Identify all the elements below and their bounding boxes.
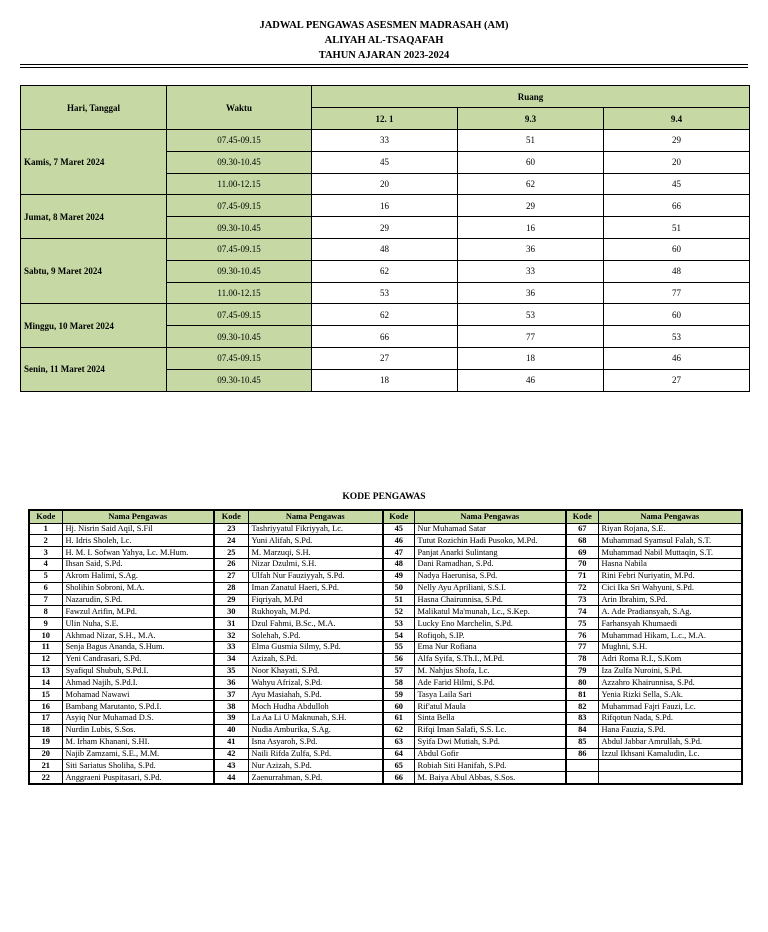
header-rule-bottom [20, 67, 748, 68]
kode-cell: 28 [214, 582, 248, 594]
nama-cell: Moch Hudha Abdulloh [248, 701, 383, 713]
time-cell: 07.45-09.15 [167, 347, 312, 369]
room-code-cell: 51 [458, 130, 604, 152]
nama-cell: Noor Khayati, S.Pd. [248, 665, 383, 677]
nama-cell: H. M. I. Sofwan Yahya, Lc. M.Hum. [62, 547, 214, 559]
school-name: ALIYAH AL-TSAQAFAH [324, 35, 444, 46]
kode-cell: 17 [29, 713, 62, 725]
kode-cell: 31 [214, 618, 248, 630]
room-code-cell: 60 [604, 304, 750, 326]
kode-cell: 66 [383, 772, 414, 784]
nama-cell: Rifqotun Nada, S.Pd. [598, 713, 742, 725]
kode-cell: 47 [383, 547, 414, 559]
room-header: 12. 1 [312, 108, 458, 130]
nama-cell: Alfa Syifa, S.Th.I., M.Pd. [414, 653, 566, 665]
time-cell: 11.00-12.15 [167, 282, 312, 304]
table-row [29, 689, 742, 701]
kode-cell: 41 [214, 736, 248, 748]
kode-cell: 32 [214, 630, 248, 642]
kode-cell: 36 [214, 677, 248, 689]
col-header-room: Ruang [312, 86, 750, 108]
nama-cell: Sholihin Sobroni, M.A. [62, 582, 214, 594]
nama-cell: Naili Rifda Zulfa, S.Pd. [248, 748, 383, 760]
nama-cell: Robiah Siti Hanifah, S.Pd. [414, 760, 566, 772]
col-header-nama: Nama Pengawas [598, 510, 742, 523]
room-code-cell: 62 [312, 260, 458, 282]
nama-cell: Muhammad Nabil Muttaqin, S.T. [598, 547, 742, 559]
room-code-cell: 77 [458, 326, 604, 348]
nama-cell: Cici Ika Sri Wahyuni, S.Pd. [598, 582, 742, 594]
nama-cell: Ema Nur Rofiana [414, 641, 566, 653]
kode-cell: 48 [383, 559, 414, 571]
kode-cell: 8 [29, 606, 62, 618]
kode-cell: 65 [383, 760, 414, 772]
kode-cell: 1 [29, 523, 62, 535]
kode-cell: 22 [29, 772, 62, 784]
room-header: 9.4 [604, 108, 750, 130]
nama-cell: Ayu Masiahah, S.Pd. [248, 689, 383, 701]
kode-cell: 30 [214, 606, 248, 618]
kode-cell: 75 [566, 618, 598, 630]
nama-cell: Nadya Haerunisa, S.Pd. [414, 570, 566, 582]
nama-cell: Abdul Jabbar Amrullah, S.Pd. [598, 736, 742, 748]
room-code-cell: 45 [312, 151, 458, 173]
nama-cell: Ade Farid Hilmi, S.Pd. [414, 677, 566, 689]
room-code-cell: 33 [312, 130, 458, 152]
nama-cell: Azizah, S.Pd. [248, 653, 383, 665]
kode-cell: 80 [566, 677, 598, 689]
room-code-cell: 36 [458, 238, 604, 260]
table-row [29, 713, 742, 725]
nama-cell: Riyan Rojana, S.E. [598, 523, 742, 535]
kode-cell: 39 [214, 713, 248, 725]
kode-cell: 73 [566, 594, 598, 606]
nama-cell: M. Marzuqi, S.H. [248, 547, 383, 559]
kode-cell: 10 [29, 630, 62, 642]
table-row [29, 630, 742, 642]
kode-cell: 79 [566, 665, 598, 677]
nama-cell: Yenia Rizki Sella, S.Ak. [598, 689, 742, 701]
nama-cell: Ihsan Said, S.Pd. [62, 559, 214, 571]
nama-cell: Tashriyyatul Fikriyyah, Lc. [248, 523, 383, 535]
schedule-row [21, 130, 750, 152]
kode-cell: 64 [383, 748, 414, 760]
time-cell: 07.45-09.15 [167, 304, 312, 326]
nama-cell: Izzul Ikhsani Kamaludin, Lc. [598, 748, 742, 760]
col-header-kode: Kode [214, 510, 248, 523]
nama-cell: Tutut Rozichin Hadi Pusoko, M.Pd. [414, 535, 566, 547]
room-code-cell: 53 [458, 304, 604, 326]
nama-cell: H. Idris Sholeh, Lc. [62, 535, 214, 547]
nama-cell: Nur Azizah, S.Pd. [248, 760, 383, 772]
nama-cell: Anggraeni Puspitasari, S.Pd. [62, 772, 214, 784]
room-code-cell: 51 [604, 217, 750, 239]
room-code-cell: 16 [312, 195, 458, 217]
nama-cell: Yuni Alifah, S.Pd. [248, 535, 383, 547]
nama-cell: Wahyu Afrizal, S.Pd. [248, 677, 383, 689]
nama-cell: Sinta Bella [414, 713, 566, 725]
table-row [29, 772, 742, 784]
nama-cell: Muhammad Syamsul Falah, S.T. [598, 535, 742, 547]
room-header: 9.3 [458, 108, 604, 130]
col-header-kode: Kode [29, 510, 62, 523]
kode-cell: 18 [29, 724, 62, 736]
room-code-cell: 48 [312, 238, 458, 260]
nama-cell: Asyiq Nur Muhamad D.S. [62, 713, 214, 725]
nama-cell: Iza Zulfa Nuroini, S.Pd. [598, 665, 742, 677]
nama-cell [598, 772, 742, 784]
kode-pengawas-body [29, 523, 742, 784]
schedule-table [20, 85, 750, 392]
kode-cell: 63 [383, 736, 414, 748]
room-code-cell: 27 [312, 347, 458, 369]
nama-cell [598, 760, 742, 772]
kode-cell: 15 [29, 689, 62, 701]
room-code-cell: 62 [458, 173, 604, 195]
kode-cell: 3 [29, 547, 62, 559]
table-row [29, 701, 742, 713]
nama-cell: Nur Muhamad Satar [414, 523, 566, 535]
kode-cell: 46 [383, 535, 414, 547]
nama-cell: Hj. Nisrin Said Aqil, S.Fil [62, 523, 214, 535]
kode-cell: 45 [383, 523, 414, 535]
room-code-cell: 29 [312, 217, 458, 239]
room-code-cell: 29 [458, 195, 604, 217]
nama-cell: Nelly Ayu Apriliani, S.S.I. [414, 582, 566, 594]
kode-cell: 78 [566, 653, 598, 665]
kode-cell: 71 [566, 570, 598, 582]
nama-cell: Mohamad Nawawi [62, 689, 214, 701]
room-code-cell: 77 [604, 282, 750, 304]
day-cell: Sabtu, 9 Maret 2024 [21, 238, 167, 303]
table-row [29, 582, 742, 594]
kode-cell: 25 [214, 547, 248, 559]
nama-cell: Najib Zamzami, S.E., M.M. [62, 748, 214, 760]
kode-cell: 61 [383, 713, 414, 725]
room-code-cell: 18 [458, 347, 604, 369]
kode-cell: 4 [29, 559, 62, 571]
kode-cell: 35 [214, 665, 248, 677]
schedule-row [21, 347, 750, 369]
table-row [29, 618, 742, 630]
kode-cell: 52 [383, 606, 414, 618]
room-code-cell: 16 [458, 217, 604, 239]
day-cell: Senin, 11 Maret 2024 [21, 347, 167, 391]
kode-cell: 11 [29, 641, 62, 653]
nama-cell: Akrom Halimi, S.Ag. [62, 570, 214, 582]
kode-cell: 86 [566, 748, 598, 760]
kode-pengawas-title: KODE PENGAWAS [342, 492, 426, 502]
schedule-row [21, 195, 750, 217]
room-code-cell: 62 [312, 304, 458, 326]
kode-cell: 24 [214, 535, 248, 547]
kode-cell: 27 [214, 570, 248, 582]
kode-cell: 76 [566, 630, 598, 642]
kode-cell: 29 [214, 594, 248, 606]
kode-cell: 81 [566, 689, 598, 701]
kode-cell: 44 [214, 772, 248, 784]
table-row [29, 748, 742, 760]
nama-cell: Fiqriyah, M.Pd [248, 594, 383, 606]
kode-cell: 34 [214, 653, 248, 665]
nama-cell: Zaenurrahman, S.Pd. [248, 772, 383, 784]
time-cell: 09.30-10.45 [167, 217, 312, 239]
nama-cell: Azzahro Khairunnisa, S.Pd. [598, 677, 742, 689]
table-row [29, 760, 742, 772]
nama-cell: Nurdin Lubis, S.Sos. [62, 724, 214, 736]
kode-cell: 74 [566, 606, 598, 618]
doc-title: JADWAL PENGAWAS ASESMEN MADRASAH (AM) [259, 20, 509, 31]
kode-cell: 67 [566, 523, 598, 535]
nama-cell: Muhammad Hikam, L.c., M.A. [598, 630, 742, 642]
col-header-day: Hari, Tanggal [21, 86, 167, 130]
table-row [29, 523, 742, 535]
room-code-cell: 53 [312, 282, 458, 304]
nama-cell: M. Baiya Abul Abbas, S.Sos. [414, 772, 566, 784]
kode-cell: 6 [29, 582, 62, 594]
kode-cell: 20 [29, 748, 62, 760]
nama-cell: Isna Asyaroh, S.Pd. [248, 736, 383, 748]
kode-cell: 13 [29, 665, 62, 677]
nama-cell: Ulfah Nur Fauziyyah, S.Pd. [248, 570, 383, 582]
kode-cell: 83 [566, 713, 598, 725]
kode-pengawas-table [28, 509, 743, 785]
nama-cell: Akhmad Nizar, S.H., M.A. [62, 630, 214, 642]
table-row [29, 736, 742, 748]
nama-cell: Arin Ibrahim, S.Pd. [598, 594, 742, 606]
nama-cell: Lucky Eno Marchelin, S.Pd. [414, 618, 566, 630]
room-code-cell: 46 [458, 369, 604, 391]
kode-cell: 55 [383, 641, 414, 653]
nama-cell: M. Nahjus Shofa, Lc. [414, 665, 566, 677]
nama-cell: Iman Zanatul Haeri, S.Pd. [248, 582, 383, 594]
kode-cell: 16 [29, 701, 62, 713]
col-header-kode: Kode [566, 510, 598, 523]
kode-cell: 49 [383, 570, 414, 582]
time-cell: 07.45-09.15 [167, 238, 312, 260]
nama-cell: Tasya Laila Sari [414, 689, 566, 701]
room-code-cell: 20 [604, 151, 750, 173]
nama-cell: Rini Febri Nuriyatin, M.Pd. [598, 570, 742, 582]
kode-cell: 2 [29, 535, 62, 547]
nama-cell: Nudia Amburika, S.Ag. [248, 724, 383, 736]
schedule-row [21, 304, 750, 326]
nama-cell: Dzul Fahmi, B.Sc., M.A. [248, 618, 383, 630]
kode-cell: 59 [383, 689, 414, 701]
kode-cell: 14 [29, 677, 62, 689]
nama-cell: Hana Fauzia, S.Pd. [598, 724, 742, 736]
kode-header-row [29, 510, 742, 523]
table-row [29, 665, 742, 677]
nama-cell: Siti Sariatus Sholiha, S.Pd. [62, 760, 214, 772]
kode-cell: 42 [214, 748, 248, 760]
header-rule-top [20, 64, 748, 65]
nama-cell: La Aa Li U Maknunah, S.H. [248, 713, 383, 725]
kode-cell: 57 [383, 665, 414, 677]
table-row [29, 547, 742, 559]
nama-cell: Abdul Gofir [414, 748, 566, 760]
table-row [29, 559, 742, 571]
room-code-cell: 66 [604, 195, 750, 217]
nama-cell: Ahmad Najih, S.Pd.I. [62, 677, 214, 689]
nama-cell: Rif'atul Maula [414, 701, 566, 713]
kode-cell: 72 [566, 582, 598, 594]
room-code-cell: 48 [604, 260, 750, 282]
table-row [29, 606, 742, 618]
kode-cell: 70 [566, 559, 598, 571]
kode-cell: 62 [383, 724, 414, 736]
kode-cell: 54 [383, 630, 414, 642]
academic-year: TAHUN AJARAN 2023-2024 [318, 50, 450, 61]
nama-cell: Syafiqul Shubuh, S.Pd.I. [62, 665, 214, 677]
table-row [29, 653, 742, 665]
table-row [29, 677, 742, 689]
kode-cell: 21 [29, 760, 62, 772]
nama-cell: Mughni, S.H. [598, 641, 742, 653]
room-code-cell: 45 [604, 173, 750, 195]
nama-cell: Rofiqoh, S.IP. [414, 630, 566, 642]
nama-cell: A. Ade Pradiansyah, S.Ag. [598, 606, 742, 618]
kode-cell: 33 [214, 641, 248, 653]
kode-cell: 51 [383, 594, 414, 606]
kode-cell: 12 [29, 653, 62, 665]
room-code-cell: 36 [458, 282, 604, 304]
kode-cell: 50 [383, 582, 414, 594]
nama-cell: Malikatul Ma'munah, Lc., S.Kep. [414, 606, 566, 618]
col-header-time: Waktu [167, 86, 312, 130]
nama-cell: Muhammad Fajri Fauzi, Lc. [598, 701, 742, 713]
kode-cell: 40 [214, 724, 248, 736]
table-row [29, 535, 742, 547]
nama-cell: Bambang Marutanto, S.Pd.I. [62, 701, 214, 713]
time-cell: 09.30-10.45 [167, 369, 312, 391]
kode-cell: 23 [214, 523, 248, 535]
kode-cell: 26 [214, 559, 248, 571]
nama-cell: Hasna Chairunnisa, S.Pd. [414, 594, 566, 606]
nama-cell: Elma Gusmia Silmy, S.Pd. [248, 641, 383, 653]
room-code-cell: 46 [604, 347, 750, 369]
kode-cell: 68 [566, 535, 598, 547]
col-header-nama: Nama Pengawas [62, 510, 214, 523]
nama-cell: Rukhoyah, M.Pd. [248, 606, 383, 618]
kode-cell: 9 [29, 618, 62, 630]
kode-cell: 43 [214, 760, 248, 772]
kode-cell [566, 760, 598, 772]
col-header-kode: Kode [383, 510, 414, 523]
col-header-nama: Nama Pengawas [248, 510, 383, 523]
kode-cell: 60 [383, 701, 414, 713]
room-code-cell: 53 [604, 326, 750, 348]
kode-cell: 7 [29, 594, 62, 606]
day-cell: Kamis, 7 Maret 2024 [21, 130, 167, 195]
room-code-cell: 18 [312, 369, 458, 391]
kode-cell: 82 [566, 701, 598, 713]
kode-cell: 5 [29, 570, 62, 582]
table-row [29, 641, 742, 653]
nama-cell: M. Irham Khanani, S.HI. [62, 736, 214, 748]
day-cell: Minggu, 10 Maret 2024 [21, 304, 167, 348]
room-code-cell: 20 [312, 173, 458, 195]
room-code-cell: 33 [458, 260, 604, 282]
nama-cell: Fawzul Arifin, M.Pd. [62, 606, 214, 618]
kode-cell: 56 [383, 653, 414, 665]
day-cell: Jumat, 8 Maret 2024 [21, 195, 167, 239]
time-cell: 07.45-09.15 [167, 195, 312, 217]
nama-cell: Solehah, S.Pd. [248, 630, 383, 642]
nama-cell: Panjat Anarki Sulintang [414, 547, 566, 559]
room-code-cell: 29 [604, 130, 750, 152]
nama-cell: Nazarudin, S.Pd. [62, 594, 214, 606]
nama-cell: Nizar Dzulmi, S.H. [248, 559, 383, 571]
kode-cell: 77 [566, 641, 598, 653]
table-row [29, 594, 742, 606]
time-cell: 07.45-09.15 [167, 130, 312, 152]
kode-cell: 53 [383, 618, 414, 630]
kode-cell: 37 [214, 689, 248, 701]
nama-cell: Farhansyah Khumaedi [598, 618, 742, 630]
time-cell: 09.30-10.45 [167, 326, 312, 348]
kode-cell: 84 [566, 724, 598, 736]
room-code-cell: 60 [604, 238, 750, 260]
kode-cell: 38 [214, 701, 248, 713]
table-row [29, 724, 742, 736]
nama-cell: Rifqi Iman Salafi, S.S. Lc. [414, 724, 566, 736]
col-header-nama: Nama Pengawas [414, 510, 566, 523]
room-code-cell: 60 [458, 151, 604, 173]
kode-cell: 85 [566, 736, 598, 748]
time-cell: 11.00-12.15 [167, 173, 312, 195]
nama-cell: Dani Ramadhan, S.Pd. [414, 559, 566, 571]
kode-cell: 19 [29, 736, 62, 748]
schedule-body [21, 130, 750, 392]
nama-cell: Syifa Dwi Mutiah, S.Pd. [414, 736, 566, 748]
time-cell: 09.30-10.45 [167, 260, 312, 282]
time-cell: 09.30-10.45 [167, 151, 312, 173]
schedule-row [21, 238, 750, 260]
nama-cell: Ulin Nuha, S.E. [62, 618, 214, 630]
table-row [29, 570, 742, 582]
kode-cell: 69 [566, 547, 598, 559]
room-code-cell: 27 [604, 369, 750, 391]
nama-cell: Senja Bagus Ananda, S.Hum. [62, 641, 214, 653]
nama-cell: Yeni Candrasari, S.Pd. [62, 653, 214, 665]
nama-cell: Hasna Nabila [598, 559, 742, 571]
nama-cell: Adri Roma R.I., S.Kom [598, 653, 742, 665]
room-code-cell: 66 [312, 326, 458, 348]
kode-cell: 58 [383, 677, 414, 689]
kode-cell [566, 772, 598, 784]
